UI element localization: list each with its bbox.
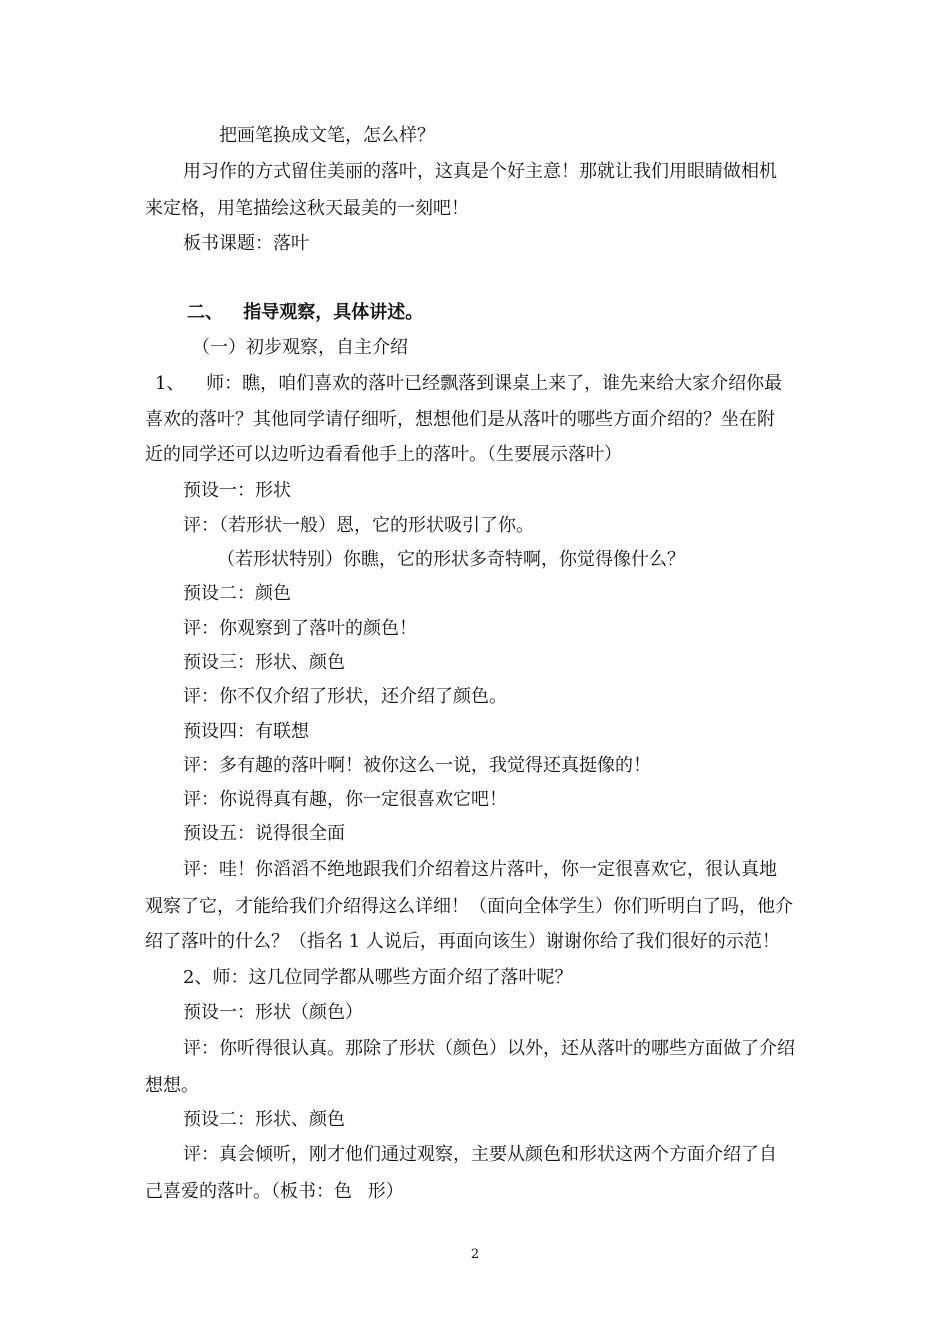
- text-line: 想想。: [145, 1075, 199, 1096]
- text-line: 评：多有趣的落叶啊！被你这么一说，我觉得还真挺像的！: [183, 755, 651, 776]
- text-line: 评：（若形状一般）恩，它的形状吸引了你。: [183, 515, 534, 536]
- text-line: 喜欢的落叶？其他同学请仔细听，想想他们是从落叶的哪些方面介绍的？坐在附: [145, 409, 775, 430]
- text-line: 预设一：形状: [183, 480, 291, 501]
- text-line: 预设二：形状、颜色: [183, 1109, 345, 1130]
- text-line: 预设四：有联想: [183, 721, 309, 742]
- text-line: 板书课题：落叶: [183, 233, 309, 254]
- text-line: 评：哇！你滔滔不绝地跟我们介绍着这片落叶，你一定很喜欢它，很认真地: [183, 859, 777, 880]
- text-line: 用习作的方式留住美丽的落叶，这真是个好主意！那就让我们用眼睛做相机: [183, 161, 777, 182]
- text-line: 评：你听得很认真。那除了形状（颜色）以外，还从落叶的哪些方面做了介绍: [183, 1038, 795, 1059]
- text-line: 评：你不仅介绍了形状，还介绍了颜色。: [183, 686, 507, 707]
- text-line: 预设一：形状（颜色）: [183, 1002, 363, 1023]
- text-line: 2、师：这几位同学都从哪些方面介绍了落叶呢？: [183, 967, 573, 988]
- text-line: （若形状特别）你瞧，它的形状多奇特啊，你觉得像什么？: [217, 549, 685, 570]
- text-line: 观察了它，才能给我们介绍得这么详细！（面向全体学生）你们听明白了吗，他介: [145, 896, 793, 917]
- text-line: 把画笔换成文笔，怎么样？: [219, 125, 435, 146]
- text-line: 预设二：颜色: [183, 583, 291, 604]
- text-line: 预设三：形状、颜色: [183, 652, 345, 673]
- subsection-heading: （一）初步观察，自主介绍: [192, 337, 408, 358]
- text-line: 预设五：说得很全面: [183, 823, 345, 844]
- text-line: 来定格，用笔描绘这秋天最美的一刻吧！: [145, 198, 469, 219]
- text-line: 评：你观察到了落叶的颜色！: [183, 618, 417, 639]
- page-number: 2: [470, 1247, 480, 1262]
- text-line: 评：你说得真有趣，你一定很喜欢它吧！: [183, 789, 507, 810]
- text-line: 1、 师：瞧，咱们喜欢的落叶已经飘落到课桌上来了，谁先来给大家介绍你最: [155, 373, 783, 394]
- text-line: 绍了落叶的什么？（指名 1 人说后，再面向该生）谢谢你给了我们很好的示范！: [145, 931, 780, 952]
- section-heading: 二、 指导观察，具体讲述。: [187, 302, 424, 323]
- text-line: 己喜爱的落叶。（板书：色 形）: [145, 1181, 404, 1202]
- text-line: 近的同学还可以边听边看看他手上的落叶。（生要展示落叶）: [145, 444, 622, 465]
- text-line: 评：真会倾听，刚才他们通过观察，主要从颜色和形状这两个方面介绍了自: [183, 1144, 777, 1165]
